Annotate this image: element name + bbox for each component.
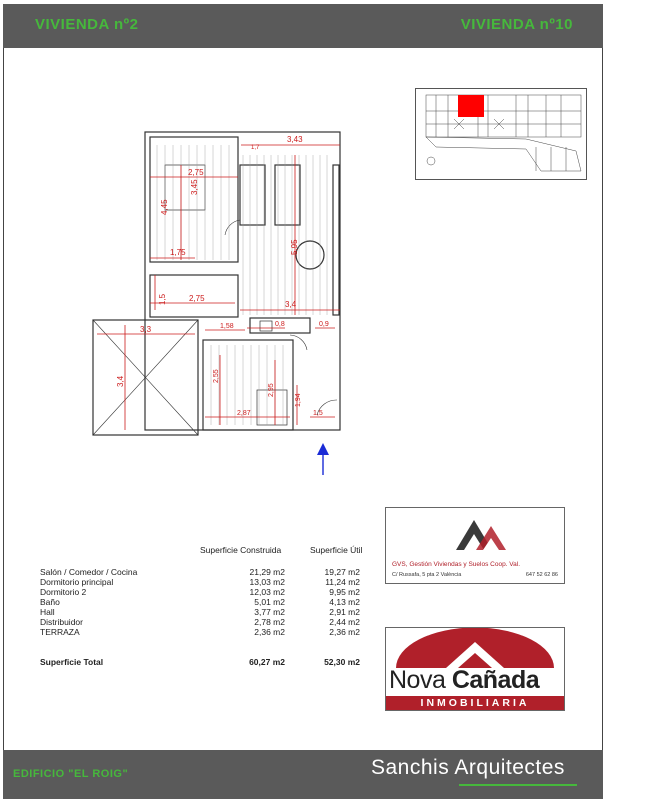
room-name: Baño bbox=[40, 597, 60, 607]
brand-bold: Cañada bbox=[451, 666, 540, 694]
built-area: 2,36 m2 bbox=[254, 627, 285, 637]
architects-underline bbox=[459, 784, 577, 786]
dim-label: 1,5 bbox=[313, 410, 323, 417]
dim-label: 2,95 bbox=[268, 383, 275, 397]
total-built-area: 60,27 m2 bbox=[249, 657, 285, 667]
built-area: 2,78 m2 bbox=[254, 617, 285, 627]
dim-label: 2,87 bbox=[237, 410, 251, 417]
gvs-phone: 647 52 62 86 bbox=[525, 572, 558, 578]
unit-title-left: VIVIENDA nº2 bbox=[35, 16, 139, 33]
unit-highlight bbox=[458, 95, 484, 117]
useful-area: 2,91 m2 bbox=[329, 607, 360, 617]
dim-label: 3,4 bbox=[116, 375, 125, 387]
useful-area: 11,24 m2 bbox=[325, 577, 360, 587]
room-name: Dormitorio 2 bbox=[40, 587, 87, 597]
entry-arrow-icon bbox=[317, 443, 329, 475]
dim-label: 0,8 bbox=[275, 321, 285, 328]
dim-label: 1,58 bbox=[220, 323, 234, 330]
dim-label: 2,55 bbox=[213, 369, 220, 383]
header-bar bbox=[3, 4, 603, 48]
architects-logo bbox=[371, 756, 565, 780]
nova-canada-logo-box bbox=[385, 627, 565, 711]
building-name: EDIFICIO "EL ROIG" bbox=[13, 768, 129, 780]
dim-label: 2,75 bbox=[189, 294, 205, 303]
unit-title-right: VIVIENDA nº10 bbox=[460, 16, 573, 33]
built-area: 13,03 m2 bbox=[249, 577, 285, 587]
gvs-logo-icon bbox=[386, 508, 564, 558]
dim-label: 2,75 bbox=[188, 168, 204, 177]
table-row bbox=[40, 627, 380, 638]
useful-area: 19,27 m2 bbox=[324, 567, 360, 577]
gvs-logo-box bbox=[385, 507, 565, 584]
built-area: 21,29 m2 bbox=[249, 567, 285, 577]
location-key-map bbox=[415, 88, 587, 180]
dim-label: 1,75 bbox=[170, 248, 186, 257]
dim-label: 1,94 bbox=[295, 393, 302, 407]
nova-brand-name bbox=[389, 666, 539, 695]
built-area: 12,03 m2 bbox=[249, 587, 285, 597]
built-area: 5,01 m2 bbox=[254, 597, 285, 607]
gvs-address: C/ Russafa, 5 pta 2 València bbox=[392, 572, 462, 578]
total-label: Superficie Total bbox=[40, 657, 104, 667]
room-name: Dormitorio principal bbox=[40, 577, 114, 587]
brand-light: Nova bbox=[389, 666, 452, 694]
dim-label: 3,3 bbox=[140, 325, 152, 334]
floor-plan bbox=[85, 125, 360, 480]
total-useful-area: 52,30 m2 bbox=[324, 657, 360, 667]
dim-label: 3,4 bbox=[285, 300, 297, 309]
col-built-header: Superficie Construida bbox=[200, 545, 282, 555]
room-name: Hall bbox=[40, 607, 55, 617]
footer-bar bbox=[3, 750, 603, 799]
nova-subtitle: INMOBILIARIA bbox=[386, 696, 564, 710]
dim-label: 1,5 bbox=[158, 293, 167, 305]
dim-label: 5,95 bbox=[290, 239, 299, 255]
room-name: TERRAZA bbox=[40, 627, 80, 637]
architects-name: Sanchis Arquitectes bbox=[371, 756, 565, 779]
built-area: 3,77 m2 bbox=[254, 607, 285, 617]
useful-area: 2,44 m2 bbox=[329, 617, 360, 627]
dim-label: 1,7 bbox=[251, 145, 260, 151]
room-name: Salón / Comedor / Cocina bbox=[40, 567, 138, 577]
dim-label: 4,45 bbox=[160, 199, 169, 215]
gvs-company-name: GVS, Gestión Viviendas y Suelos Coop. Val. bbox=[392, 561, 521, 568]
table-total-row bbox=[40, 657, 380, 668]
nova-logo-icon bbox=[386, 628, 564, 668]
useful-area: 2,36 m2 bbox=[329, 627, 360, 637]
room-name: Distribuidor bbox=[40, 617, 83, 627]
useful-area: 4,13 m2 bbox=[329, 597, 360, 607]
dim-label: 3,45 bbox=[190, 179, 199, 195]
useful-area: 9,95 m2 bbox=[329, 587, 360, 597]
dim-label: 0,9 bbox=[319, 321, 329, 328]
col-useful-header: Superficie Útil bbox=[310, 545, 363, 555]
dim-label: 3,43 bbox=[287, 135, 303, 144]
